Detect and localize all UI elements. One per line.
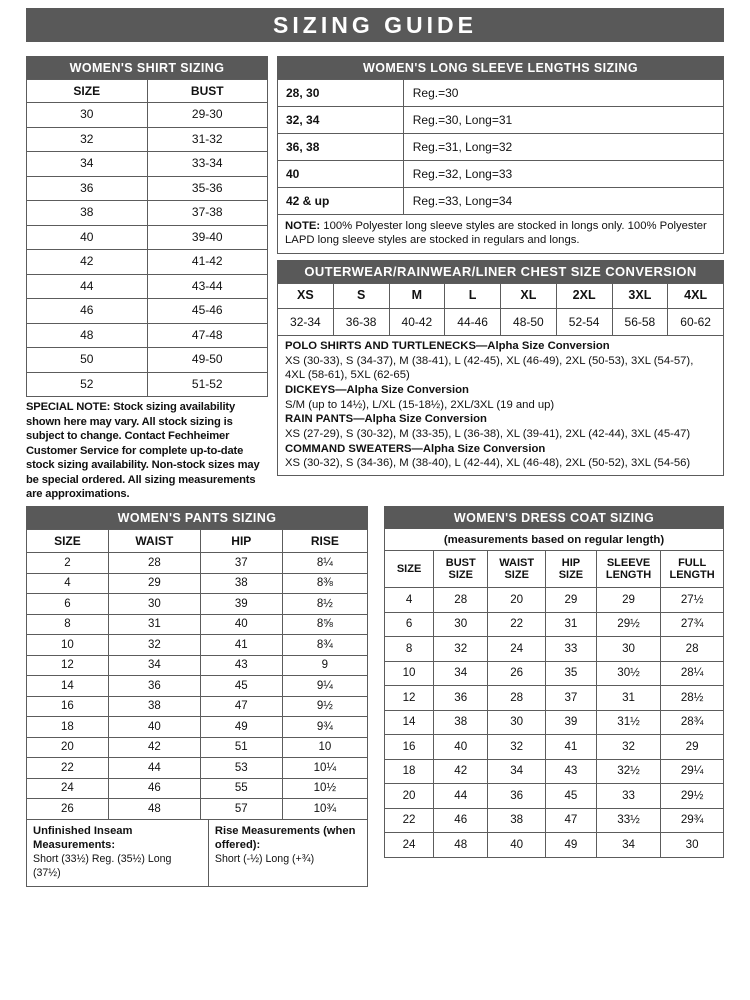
pants-waist-cell: 36 [108,676,200,697]
pants-rise-cell: 10½ [282,778,367,799]
pants-hip-cell: 47 [200,696,282,717]
table-row [27,201,268,226]
coat-hip-cell: 41 [546,735,597,760]
shirt-bust-cell: 37-38 [147,201,268,226]
coat-size-cell: 14 [385,710,434,735]
pants-hip-cell: 57 [200,799,282,820]
pants-waist-cell: 46 [108,778,200,799]
pants-waist-cell: 38 [108,696,200,717]
coat-size-cell: 10 [385,661,434,686]
table-row [27,274,268,299]
coat-sleeve-cell: 30 [596,637,660,662]
table-row [27,614,368,635]
sleeve-length-cell: Reg.=30 [403,80,723,107]
coat-full-length-cell: 29½ [661,784,724,809]
sleeve-length-cell: Reg.=32, Long=33 [403,161,723,188]
coat-waist-cell: 24 [488,637,546,662]
table-row [278,188,724,215]
table-row [27,778,368,799]
table-row [278,309,724,336]
coat-sleeve-cell: 31 [596,686,660,711]
pants-hip-cell: 53 [200,758,282,779]
table-row [27,573,368,594]
shirt-size-cell: 36 [27,176,148,201]
table-row [385,661,724,686]
long-sleeve-note [277,215,724,254]
coat-bust-cell: 36 [434,686,488,711]
rise-heading: Rise Measurements (when offered): [214,824,356,852]
table-row [27,250,268,275]
coat-sleeve-cell: 32½ [596,759,660,784]
table-row [27,299,268,324]
womens-long-sleeve-panel [277,56,724,254]
outerwear-alpha-header: XS [278,284,334,309]
shirt-bust-cell: 35-36 [147,176,268,201]
long-sleeve-table [277,79,724,215]
outerwear-chest-value: 52-54 [556,309,612,336]
womens-shirt-sizing-panel [26,56,268,397]
coat-hip-cell: 33 [546,637,597,662]
coat-waist-cell: 28 [488,686,546,711]
coat-bust-cell: 28 [434,588,488,613]
pants-waist-cell: 28 [108,553,200,574]
pants-hip-cell: 49 [200,717,282,738]
coat-sleeve-cell: 29½ [596,612,660,637]
pants-size-cell: 16 [27,696,109,717]
pants-hip-cell: 51 [200,737,282,758]
pants-table-body [27,553,368,820]
table-row [27,696,368,717]
outerwear-alpha-header: 3XL [612,284,668,309]
pants-hip-cell: 38 [200,573,282,594]
pants-rise-cell: 9 [282,655,367,676]
outerwear-alpha-header: XL [501,284,557,309]
dress-coat-table-body [385,588,724,858]
outerwear-chest-value: 32-34 [278,309,334,336]
table-row [278,134,724,161]
shirt-bust-cell: 47-48 [147,323,268,348]
outerwear-chest-value: 44-46 [445,309,501,336]
coat-full-length-cell: 30 [661,833,724,858]
pants-rise-cell: 9¾ [282,717,367,738]
pants-rise-cell: 10 [282,737,367,758]
alpha-group-body: XS (30-32), S (34-36), M (38-40), L (42-44), XL (46-48), 2XL (50-52), 3XL (54-56) [285,457,691,470]
pants-waist-cell: 42 [108,737,200,758]
coat-waist-cell: 22 [488,612,546,637]
table-row [385,686,724,711]
table-header-row [27,530,368,553]
pants-size-cell: 4 [27,573,109,594]
coat-size-cell: 22 [385,808,434,833]
shirt-size-cell: 34 [27,152,148,177]
pants-hip-cell: 39 [200,594,282,615]
shirt-size-cell: 42 [27,250,148,275]
outerwear-alpha-header: M [389,284,445,309]
long-sleeve-table-body [278,80,724,215]
coat-hip-cell: 35 [546,661,597,686]
coat-bust-cell: 44 [434,784,488,809]
alpha-group-heading: POLO SHIRTS AND TURTLENECKS—Alpha Size Conversion [285,340,610,352]
shirt-bust-cell: 39-40 [147,225,268,250]
coat-sleeve-cell: 34 [596,833,660,858]
pants-waist-cell: 31 [108,614,200,635]
coat-size-cell: 6 [385,612,434,637]
coat-hip-cell: 29 [546,588,597,613]
womens-dress-coat-panel [384,506,724,858]
coat-column-header: SIZE [385,551,434,588]
coat-bust-cell: 46 [434,808,488,833]
table-row [385,588,724,613]
pants-column-header: WAIST [108,530,200,553]
page-title: SIZING GUIDE [26,8,724,42]
coat-full-length-cell: 29 [661,735,724,760]
table-header-row [27,80,268,103]
outerwear-chest-table [277,283,724,336]
pants-rise-cell: 9¼ [282,676,367,697]
shirt-bust-cell: 41-42 [147,250,268,275]
table-row [385,637,724,662]
pants-size-cell: 20 [27,737,109,758]
coat-waist-cell: 34 [488,759,546,784]
coat-waist-cell: 36 [488,784,546,809]
pants-hip-cell: 40 [200,614,282,635]
table-row [27,152,268,177]
pants-hip-cell: 37 [200,553,282,574]
pants-rise-cell: 10¾ [282,799,367,820]
coat-hip-cell: 31 [546,612,597,637]
pants-rise-cell: 8½ [282,594,367,615]
coat-hip-cell: 37 [546,686,597,711]
pants-hip-cell: 45 [200,676,282,697]
coat-size-cell: 12 [385,686,434,711]
pants-size-cell: 6 [27,594,109,615]
coat-column-header: HIP SIZE [546,551,597,588]
shirt-size-cell: 38 [27,201,148,226]
pants-size-cell: 2 [27,553,109,574]
sleeve-size-cell: 42 & up [278,188,404,215]
table-header-row [278,284,724,309]
pants-column-header: HIP [200,530,282,553]
outerwear-chest-value: 40-42 [389,309,445,336]
coat-waist-cell: 40 [488,833,546,858]
table-row [27,717,368,738]
outerwear-chest-value: 36-38 [333,309,389,336]
pants-hip-cell: 55 [200,778,282,799]
pants-rise-cell: 8¾ [282,635,367,656]
alpha-group-body: XS (27-29), S (30-32), M (33-35), L (36-38), XL (39-41), 2XL (42-44), 3XL (45-47) [285,428,691,441]
shirt-bust-cell: 51-52 [147,372,268,397]
long-sleeve-header: WOMEN'S LONG SLEEVE LENGTHS SIZING [277,56,724,79]
coat-full-length-cell: 28¾ [661,710,724,735]
table-row [27,127,268,152]
table-row [27,737,368,758]
coat-waist-cell: 32 [488,735,546,760]
coat-waist-cell: 20 [488,588,546,613]
dress-coat-header: WOMEN'S DRESS COAT SIZING [384,506,724,529]
sleeve-length-cell: Reg.=31, Long=32 [403,134,723,161]
pants-waist-cell: 30 [108,594,200,615]
pants-size-cell: 24 [27,778,109,799]
coat-size-cell: 4 [385,588,434,613]
coat-waist-cell: 38 [488,808,546,833]
pants-size-cell: 22 [27,758,109,779]
dress-coat-table [384,550,724,858]
table-row [27,799,368,820]
pants-rise-cell: 8⅝ [282,614,367,635]
coat-bust-cell: 42 [434,759,488,784]
coat-column-header: BUST SIZE [434,551,488,588]
note-label: NOTE: [285,220,321,232]
shirt-size-cell: 40 [27,225,148,250]
outerwear-chest-value: 60-62 [668,309,724,336]
rise-values: Short (-½) Long (+¾) [214,853,315,866]
shirt-bust-cell: 33-34 [147,152,268,177]
table-row [278,161,724,188]
shirt-special-note: SPECIAL NOTE: Stock sizing availability shown here may vary. All stock sizing is subject to change. Contact Fechheimer Customer Service for complete up-to-date stock sizing availability. Non-stock sizes may be special ordered. All sizing measurements are approximations. [26,401,260,501]
table-row [27,758,368,779]
pants-waist-cell: 29 [108,573,200,594]
coat-sleeve-cell: 30½ [596,661,660,686]
shirt-size-cell: 52 [27,372,148,397]
coat-full-length-cell: 28 [661,637,724,662]
unfinished-inseam-note [27,820,209,887]
coat-bust-cell: 40 [434,735,488,760]
table-row [385,735,724,760]
table-row [385,710,724,735]
shirt-bust-cell: 29-30 [147,103,268,128]
pants-hip-cell: 41 [200,635,282,656]
table-row [27,103,268,128]
table-row [27,655,368,676]
pants-column-header: RISE [282,530,367,553]
inseam-heading: Unfinished Inseam Measurements: [33,824,133,852]
pants-size-cell: 18 [27,717,109,738]
pants-size-cell: 14 [27,676,109,697]
outerwear-header: OUTERWEAR/RAINWEAR/LINER CHEST SIZE CONVERSION [277,260,724,283]
coat-column-header: WAIST SIZE [488,551,546,588]
table-row [385,833,724,858]
shirt-bust-cell: 31-32 [147,127,268,152]
coat-sleeve-cell: 32 [596,735,660,760]
pants-size-cell: 10 [27,635,109,656]
pants-rise-cell: 10¼ [282,758,367,779]
coat-size-cell: 8 [385,637,434,662]
shirt-bust-cell: 49-50 [147,348,268,373]
table-row [278,107,724,134]
coat-column-header: FULL LENGTH [661,551,724,588]
coat-hip-cell: 43 [546,759,597,784]
coat-hip-cell: 39 [546,710,597,735]
coat-waist-cell: 26 [488,661,546,686]
table-row [27,635,368,656]
table-row [385,759,724,784]
outerwear-alpha-header: S [333,284,389,309]
pants-waist-cell: 44 [108,758,200,779]
coat-sleeve-cell: 31½ [596,710,660,735]
shirt-bust-cell: 45-46 [147,299,268,324]
coat-column-header: SLEEVE LENGTH [596,551,660,588]
table-header-row [385,551,724,588]
table-row [278,80,724,107]
coat-size-cell: 18 [385,759,434,784]
shirt-sizing-table [26,79,268,397]
shirt-sizing-header: WOMEN'S SHIRT SIZING [26,56,268,79]
alpha-group-heading: COMMAND SWEATERS—Alpha Size Conversion [285,442,546,455]
alpha-group-body: XS (30-33), S (34-37), M (38-41), L (42-45), XL (46-49), 2XL (50-53), 3XL (54-57), 4XL (58-61), 5XL (62-65) [285,354,694,382]
outerwear-chest-value: 56-58 [612,309,668,336]
coat-sleeve-cell: 33 [596,784,660,809]
shirt-size-cell: 50 [27,348,148,373]
outerwear-alpha-header: L [445,284,501,309]
coat-hip-cell: 47 [546,808,597,833]
coat-full-length-cell: 29¾ [661,808,724,833]
shirt-table-body [27,103,268,397]
shirt-size-cell: 32 [27,127,148,152]
coat-sleeve-cell: 33½ [596,808,660,833]
pants-size-cell: 26 [27,799,109,820]
coat-size-cell: 16 [385,735,434,760]
pants-footer-notes [26,820,368,888]
alpha-size-conversion-box [277,336,724,476]
pants-column-header: SIZE [27,530,109,553]
table-row [27,676,368,697]
womens-pants-sizing-panel [26,506,368,887]
shirt-size-cell: 44 [27,274,148,299]
pants-size-cell: 8 [27,614,109,635]
dress-coat-subtitle: (measurements based on regular length) [384,529,724,550]
coat-bust-cell: 34 [434,661,488,686]
table-row [27,372,268,397]
shirt-bust-cell: 43-44 [147,274,268,299]
coat-full-length-cell: 28¼ [661,661,724,686]
coat-bust-cell: 48 [434,833,488,858]
shirt-size-cell: 48 [27,323,148,348]
table-row [385,612,724,637]
outerwear-chest-value: 48-50 [501,309,557,336]
alpha-group-heading: DICKEYS—Alpha Size Conversion [285,384,469,397]
coat-bust-cell: 32 [434,637,488,662]
sleeve-size-cell: 36, 38 [278,134,404,161]
column-header-bust: BUST [147,80,268,103]
table-row [27,348,268,373]
coat-full-length-cell: 29¼ [661,759,724,784]
table-row [385,784,724,809]
coat-hip-cell: 45 [546,784,597,809]
shirt-size-cell: 30 [27,103,148,128]
pants-waist-cell: 48 [108,799,200,820]
coat-waist-cell: 30 [488,710,546,735]
coat-bust-cell: 38 [434,710,488,735]
sleeve-size-cell: 28, 30 [278,80,404,107]
table-row [385,808,724,833]
outerwear-chest-conversion-panel [277,260,724,476]
pants-rise-cell: 8⅜ [282,573,367,594]
outerwear-alpha-header: 2XL [556,284,612,309]
coat-bust-cell: 30 [434,612,488,637]
pants-rise-cell: 9½ [282,696,367,717]
coat-full-length-cell: 28½ [661,686,724,711]
pants-waist-cell: 34 [108,655,200,676]
coat-hip-cell: 49 [546,833,597,858]
table-row [27,594,368,615]
alpha-group-heading: RAIN PANTS—Alpha Size Conversion [285,413,487,426]
sleeve-size-cell: 32, 34 [278,107,404,134]
pants-waist-cell: 32 [108,635,200,656]
pants-hip-cell: 43 [200,655,282,676]
rise-measurements-note [209,820,367,887]
table-row [27,553,368,574]
coat-size-cell: 20 [385,784,434,809]
column-header-size: SIZE [27,80,148,103]
alpha-group-body: S/M (up to 14½), L/XL (15-18½), 2XL/3XL (19 and up) [285,398,555,411]
table-row [27,323,268,348]
coat-sleeve-cell: 29 [596,588,660,613]
inseam-values: Short (33½) Reg. (35½) Long (37½) [33,853,172,880]
coat-full-length-cell: 27½ [661,588,724,613]
sleeve-length-cell: Reg.=33, Long=34 [403,188,723,215]
outerwear-alpha-header: 4XL [668,284,724,309]
note-text: 100% Polyester long sleeve styles are stocked in longs only. 100% Polyester LAPD long sleeve styles are stocked in regulars and longs. [285,220,707,247]
table-row [27,225,268,250]
coat-full-length-cell: 27¾ [661,612,724,637]
pants-sizing-header: WOMEN'S PANTS SIZING [26,506,368,529]
pants-size-cell: 12 [27,655,109,676]
sleeve-size-cell: 40 [278,161,404,188]
pants-rise-cell: 8¼ [282,553,367,574]
shirt-size-cell: 46 [27,299,148,324]
sleeve-length-cell: Reg.=30, Long=31 [403,107,723,134]
coat-size-cell: 24 [385,833,434,858]
table-row [27,176,268,201]
pants-waist-cell: 40 [108,717,200,738]
pants-sizing-table [26,529,368,820]
